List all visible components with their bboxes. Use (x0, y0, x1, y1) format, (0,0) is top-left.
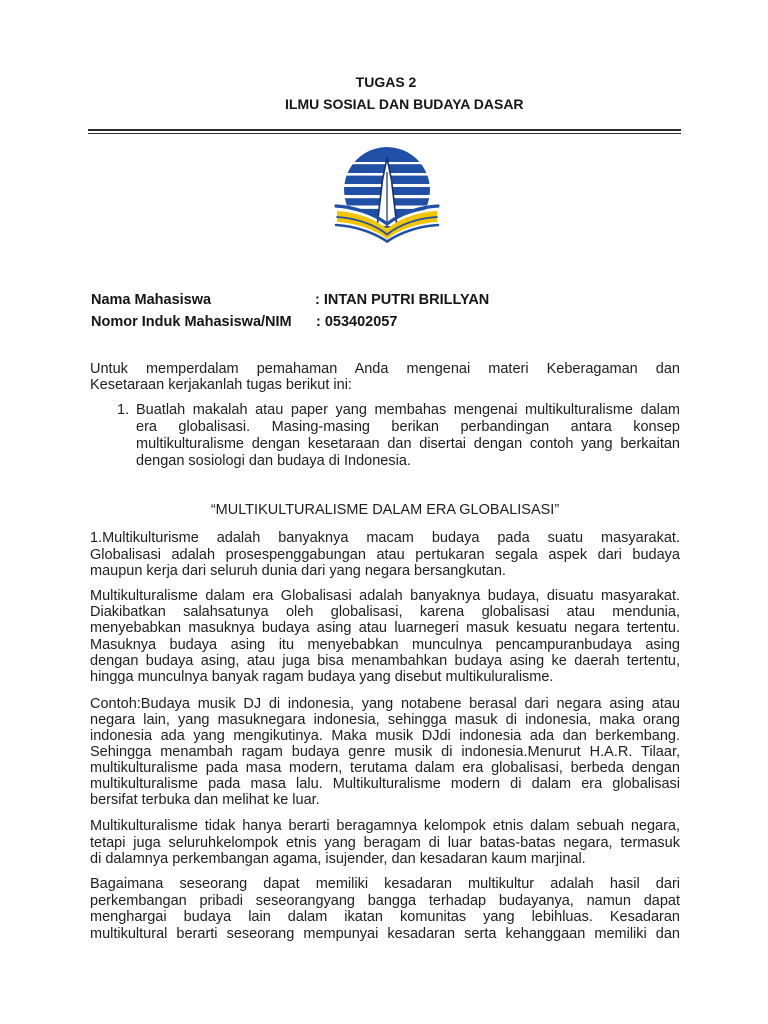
paragraph-line: indonesia ada yang mengikutinya. Maka musik DJdi indonesia ada dan berkembang. (90, 728, 680, 744)
essay-paragraph-4 (90, 818, 680, 868)
paragraph-line: multikulturalisme dengan kesetaraan dan disertai dengan contoh yang berkaitan (136, 435, 680, 452)
paragraph-line: hingga munculnya banyak ragam budaya yang disebut multikuluralisme. (90, 669, 554, 686)
student-nim-value: : 053402057 (316, 314, 398, 330)
paragraph-line: 1.Multikulturisme adalah banyaknya macam budaya pada suatu masyarakat. (90, 530, 680, 546)
student-nim-label: Nomor Induk Mahasiswa/NIM (91, 314, 292, 330)
document-title: TUGAS 2 (355, 74, 417, 90)
paragraph-line: Buatlah makalah atau paper yang membahas mengenai multikulturalisme dalam (136, 402, 680, 418)
paragraph-line: Masuknya budaya asing itu menyebabkan munculnya pencampuranbudaya asing (90, 636, 680, 653)
paragraph-line: maupun kerja dari seluruh dunia dari yang negara bersangkutan. (90, 563, 506, 579)
paragraph-line: negara lain, yang masuknegara indonesia, sehingga masuk di indonesia, maka orang (90, 712, 680, 728)
paragraph-line: di dalamnya perkembangan agama, isujender, dan kesadaran kaum marjinal. (90, 851, 586, 867)
essay-paragraph-5 (90, 876, 680, 943)
paragraph-line: menghargai budaya lain dalam ikatan komunitas yang lebihluas. Kesadaran (90, 909, 680, 926)
paragraph-line: dengan budaya asing, atau juga bisa menambahkan budaya asing ke daerah tertentu, (90, 652, 680, 669)
paragraph-line: Diakibatkan salahsatunya oleh globalisasi, karena globalisasi atau mendunia, (90, 604, 680, 621)
paragraph-line: multikulturalisme pada masa modern, terutama dalam era globalisasi, berbeda dengan (90, 760, 680, 776)
paragraph-line: Kesetaraan kerjakanlah tugas berikut ini: (90, 377, 352, 394)
paragraph-line: Sehingga menambah ragam budaya genre musik di indonesia.Menurut H.A.R. Tilaar, (90, 744, 680, 760)
task-number: 1. (117, 402, 130, 418)
university-logo (330, 142, 446, 244)
paragraph-line: Multikulturalisme tidak hanya berarti beragamnya kelompok etnis dalam sebuah negara, (90, 818, 680, 834)
paragraph-line: bersifat terbuka dan melihat ke luar. (90, 792, 320, 808)
document-subtitle: ILMU SOSIAL DAN BUDAYA DASAR (285, 96, 524, 112)
paragraph-line: Multikulturalisme dalam era Globalisasi adalah banyaknya budaya, disuatu masyarakat. (90, 588, 680, 604)
student-name-label: Nama Mahasiswa (91, 292, 212, 308)
task-text (136, 402, 680, 470)
paragraph-line: Contoh:Budaya musik DJ di indonesia, yang notabene berasal dari negara asing atau (90, 696, 680, 712)
paragraph-line: era globalisasi. Masing-masing berikan perbandingan antara konsep (136, 418, 680, 435)
paragraph-line: Untuk memperdalam pemahaman Anda mengenai materi Keberagaman dan (90, 361, 680, 377)
essay-paragraph-3 (90, 696, 680, 808)
paragraph-line: tetapi juga seluruhkelompok etnis yang beragam di luar batas-batas negara, termasuk (90, 834, 680, 851)
instructions-intro (90, 361, 680, 394)
essay-heading: “MULTIKULTURALISME DALAM ERA GLOBALISASI” (210, 502, 560, 518)
paragraph-line: Bagaimana seseorang dapat memiliki kesadaran multikultur adalah hasil dari (90, 876, 680, 892)
essay-paragraph-1 (90, 530, 680, 580)
paragraph-line: dengan sosiologi dan budaya di Indonesia. (136, 452, 411, 469)
paragraph-line: perkembangan pribadi seseorangyang bangga terhadap budayanya, namun dapat (90, 892, 680, 909)
paragraph-line: multikultural berarti seseorang mempunyai kesadaran serta kehanggaan memiliki dan (90, 926, 680, 943)
student-name-value: : INTAN PUTRI BRILLYAN (315, 292, 490, 308)
essay-paragraph-2 (90, 588, 680, 685)
paragraph-line: multikulturalisme pada masa lalu. Multikulturalisme modern di dalam era globalisasi (90, 776, 680, 792)
paragraph-line: menyebabkan masuknya budaya asing atau luarnegeri masuk kesuatu negara tertentu. (90, 620, 680, 637)
paragraph-line: Globalisasi adalah prosespenggabungan atau pertukaran segala aspek dari budaya (90, 546, 680, 563)
header-divider (88, 129, 681, 134)
